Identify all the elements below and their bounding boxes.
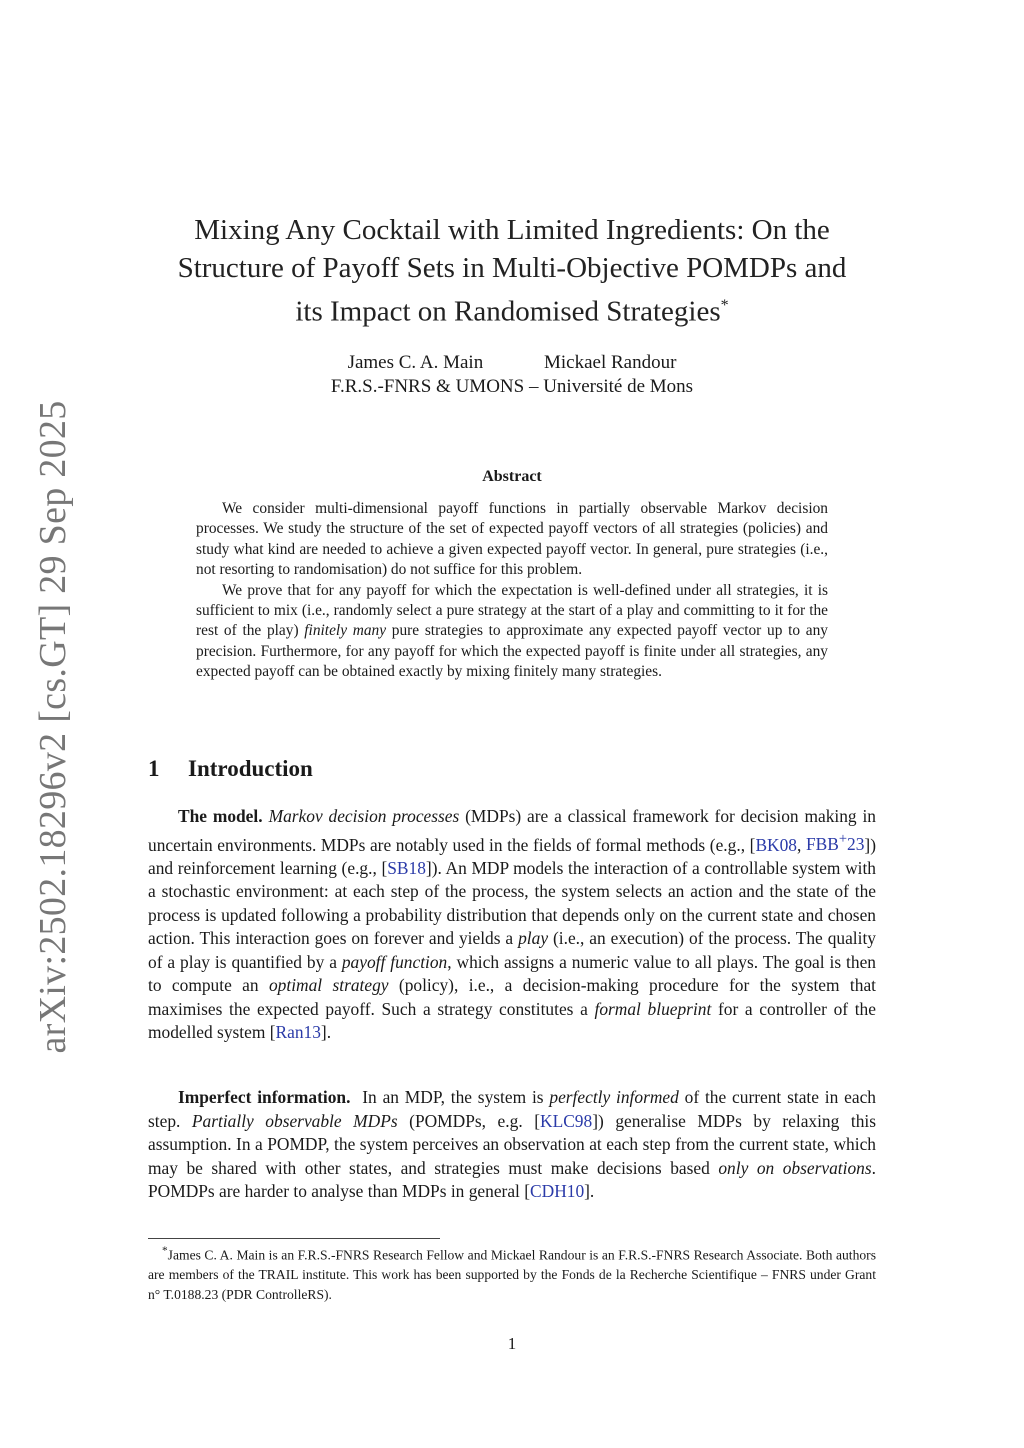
imperfect-text-3: (POMDPs, e.g. [ — [397, 1110, 541, 1131]
paper-title — [150, 212, 874, 331]
model-em-4: optimal strategy — [268, 975, 389, 996]
title-line-1: Mixing Any Cocktail with Limited Ingredients: On the — [194, 214, 830, 246]
model-text-7: (policy), i.e., a decision-making procedure for the system that maximises the expected payoff. Such a strategy constitutes a — [148, 975, 877, 1019]
title-line-2: Structure of Payoff Sets in Multi-Objective POMDPs and — [177, 251, 847, 284]
arxiv-identifier-stamp: arXiv:2502.18296v2 [cs.GT] 29 Sep 2025 — [32, 400, 74, 1054]
imperfect-text-2: of the current state in each step. — [148, 1087, 876, 1131]
run-in-heading-imperfect: Imperfect information. — [178, 1087, 351, 1107]
paragraph-the-model — [148, 805, 876, 1045]
model-em-1: Markov decision processes — [268, 806, 460, 826]
model-em-5: formal blueprint — [594, 998, 712, 1019]
footnote-body: James C. A. Main is an F.R.S.-FNRS Research Fellow and Mickael Randour is an F.R.S.-FNRS Research Associate. Both authors are members of the TRAIL institute. This work has been supported by the Fonds de la Recherche Scientifique – FNRS under Grant n° T.0188.23 (PDR ControlleRS). — [148, 1247, 876, 1303]
abstract-p2-emphasis: finitely many — [304, 622, 387, 640]
footnote-text — [148, 1242, 876, 1305]
model-text-9: ]. — [320, 1022, 332, 1043]
run-in-heading-model: The model. — [178, 806, 263, 826]
title-line-3 — [150, 287, 874, 331]
model-text-6: , which assigns a numeric value to all plays. The goal is then to compute an — [148, 951, 876, 996]
abstract-p2-part-a: We prove that for any payoff for which the expectation is well-defined under all strategies, it is sufficient to mix (i.e., randomly select a pure strategy at the start of a play and committing to it for the rest of the play) — [196, 581, 828, 640]
citation-ran13[interactable]: Ran13 — [275, 1022, 321, 1043]
abstract-body — [196, 499, 828, 683]
imperfect-text-1: In an MDP, the system is — [362, 1087, 550, 1107]
abstract-paragraph-2 — [196, 581, 828, 683]
imperfect-text-4: ]) generalise MDPs by relaxing this assumption. In a POMDP, the system perceives an observation at each step from the current state, which may be shared with other states, and strategies must make decisions based — [148, 1110, 877, 1178]
imperfect-em-2: Partially observable MDPs — [191, 1110, 398, 1131]
imperfect-paragraph-text — [148, 1086, 876, 1204]
citation-fbb23-year: 23 — [847, 834, 865, 855]
footnote — [148, 1242, 876, 1305]
author-2: Mickael Randour — [543, 352, 677, 373]
author-block — [150, 351, 874, 399]
abstract-paragraph-1: We consider multi-dimensional payoff functions in partially observable Markov decision processes. We study the structure of the set of expected payoff vectors of all strategies (policies) and study what kind are needed to achieve a given expected payoff vector. In general, pure strategies (i.e., not resorting to randomisation) do not suffice for this problem. — [196, 500, 828, 579]
model-text-3: ]) and reinforcement learning (e.g., [ — [148, 834, 876, 878]
model-text-8: for a controller of the modelled system [ — [148, 998, 876, 1043]
imperfect-em-3: only on observations — [718, 1157, 872, 1178]
model-em-2: play — [518, 928, 549, 949]
model-paragraph-text — [148, 805, 876, 1045]
model-text-5: (i.e., an execution) of the process. The quality of a play is quantified by a — [148, 928, 876, 972]
abstract-p2-part-b: pure strategies to approximate any expected payoff vector up to any precision. Furthermore, for any payoff for which the expected payoff is finite under all strategies, any expected payoff can be obtained exactly by mixing finitely many strategies. — [196, 622, 828, 681]
page-number: 1 — [507, 1334, 517, 1353]
section-heading-introduction — [148, 756, 313, 782]
footnote-marker: * — [162, 1245, 168, 1257]
citation-klc98[interactable]: KLC98 — [540, 1110, 593, 1131]
section-title: Introduction — [188, 756, 313, 781]
citation-cdh10[interactable]: CDH10 — [530, 1181, 585, 1201]
title-footnote-marker[interactable]: * — [720, 297, 729, 314]
section-number: 1 — [148, 756, 160, 781]
paragraph-imperfect-information — [148, 1086, 876, 1204]
citation-fbb23-base: FBB — [805, 834, 839, 855]
model-text-1: (MDPs) are a classical framework for decision making in uncertain environments. MDPs are notably used in the fields of formal methods (e.g., [ — [148, 806, 876, 855]
imperfect-text-6: ]. — [584, 1181, 595, 1201]
title-line-3-text: its Impact on Randomised Strategies — [295, 295, 721, 328]
citation-fbb23-sup: + — [838, 831, 848, 848]
author-1: James C. A. Main — [347, 352, 484, 373]
citation-bk08[interactable]: BK08 — [755, 834, 797, 855]
imperfect-text-5: . POMDPs are harder to analyse than MDPs in general [ — [148, 1157, 876, 1201]
author-names — [150, 351, 874, 375]
citation-fbb23[interactable] — [805, 831, 865, 855]
abstract-heading: Abstract — [482, 468, 542, 485]
model-text-2: , — [797, 834, 806, 855]
citation-sb18[interactable]: SB18 — [387, 857, 426, 878]
imperfect-em-1: perfectly informed — [549, 1087, 679, 1107]
footnote-divider — [148, 1238, 440, 1239]
model-text-4: ]). An MDP models the interaction of a controllable system with a stochastic environment: at each step of the process, the system selects an action and the state of the process is updated following a probability distribution that depends only on the current state and chosen action. This interaction goes on forever and yields a — [148, 857, 877, 949]
author-affiliation: F.R.S.-FNRS & UMONS – Université de Mons — [330, 376, 694, 397]
model-em-3: payoff function — [341, 951, 448, 972]
